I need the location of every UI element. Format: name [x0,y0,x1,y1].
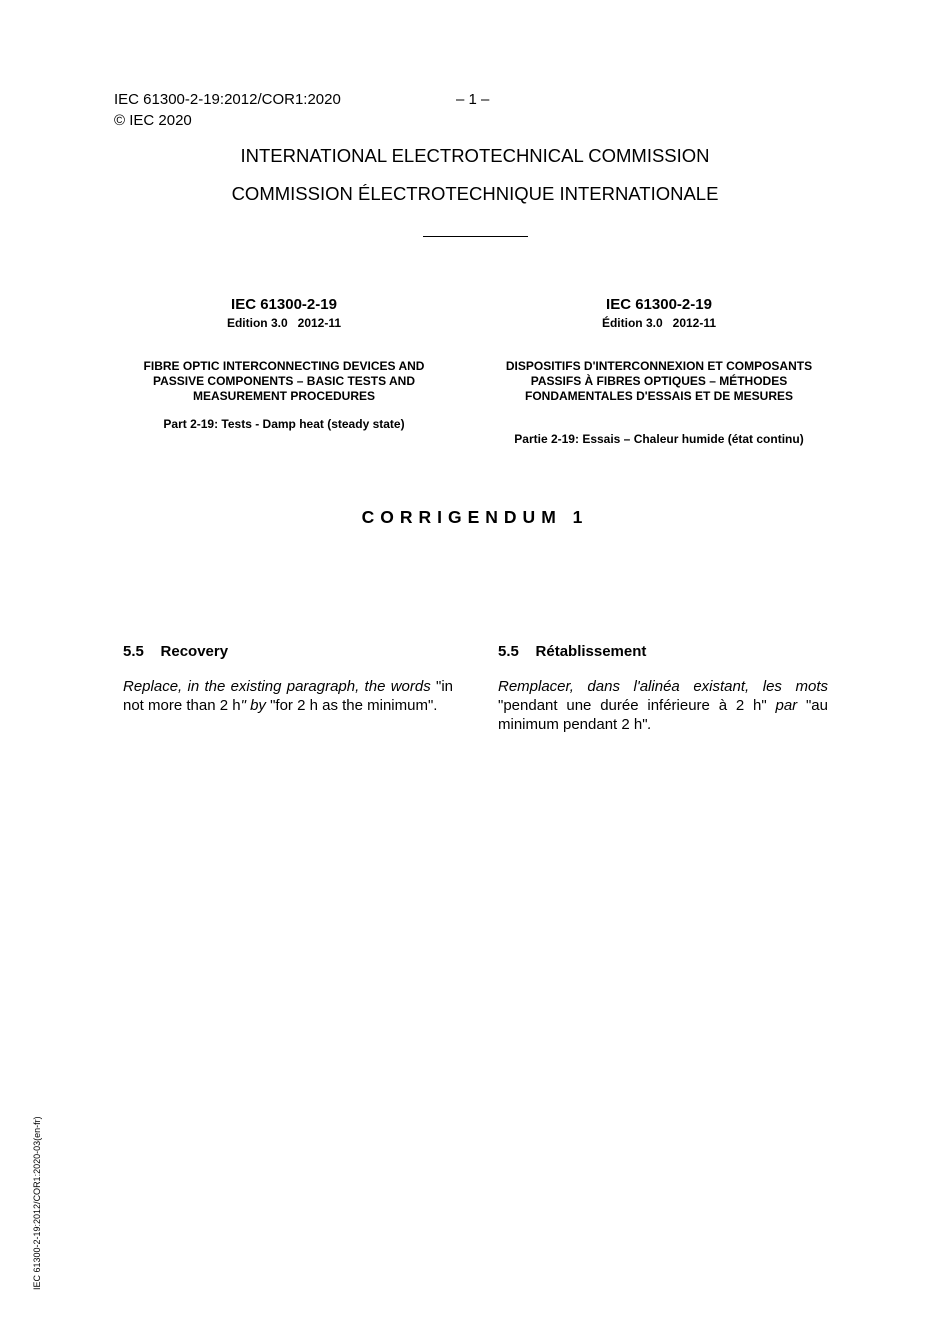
standard-part-en: Part 2-19: Tests - Damp heat (steady state) [163,417,405,431]
document-reference: IEC 61300-2-19:2012/COR1:2020 [114,91,341,108]
corrigendum-title: CORRIGENDUM 1 [361,507,589,527]
body-en-italic-2: " by [240,697,266,714]
page-number: – 1 – [456,91,490,108]
body-fr-quote-1: "pendant une durée inférieure à 2 h" [498,697,776,714]
standard-edition-fr-text: Édition 3.0 2012-11 [601,316,717,330]
standard-number-en [118,296,450,314]
standard-edition-en [118,315,450,331]
body-fr-italic-3: . [647,716,652,733]
standard-edition-en-text: Edition 3.0 2012-11 [226,316,342,330]
organization-name-en: INTERNATIONAL ELECTROTECHNICAL COMMISSION [240,145,710,166]
body-en-italic-1: Replace, in the existing paragraph, the words [123,678,431,695]
body-fr-italic-2: par [775,697,798,714]
standard-title-en: FIBRE OPTIC INTERCONNECTING DEVICES AND PASSIVE COMPONENTS – BASIC TESTS AND MEASUREMENT PROCEDURES [143,359,425,403]
standard-number-fr [493,296,825,314]
standard-number-en-text: IEC 61300-2-19 [231,296,337,313]
body-en-quote-2: "for 2 h as the minimum". [265,697,438,714]
copyright-notice: © IEC 2020 [114,112,192,129]
section-body-en [123,677,453,715]
body-en-quote-1: "in not more than 2 h [123,678,454,714]
standard-title-fr: DISPOSITIFS D'INTERCONNEXION ET COMPOSANTS PASSIFS À FIBRES OPTIQUES – MÉTHODES FONDAMENTALES D'ESSAIS ET DE MESURES [505,359,813,403]
organization-name-fr: COMMISSION ÉLECTROTECHNIQUE INTERNATIONALE [231,183,719,204]
standard-part-fr: Partie 2-19: Essais – Chaleur humide (état continu) [514,432,804,446]
body-fr-italic-1: Remplacer, dans l'alinéa existant, les mots [498,678,828,695]
section-body-fr [498,677,828,734]
title-divider [423,236,528,237]
section-heading-fr: 5.5 Rétablissement [498,643,647,660]
side-document-code: IEC 61300-2-19:2012/COR1:2020-03(en-fr) [32,1116,42,1290]
body-fr-quote-2: "au minimum pendant 2 h" [498,697,828,733]
standard-number-fr-text: IEC 61300-2-19 [606,296,712,313]
standard-edition-fr [493,315,825,331]
section-heading-en: 5.5 Recovery [123,643,229,660]
